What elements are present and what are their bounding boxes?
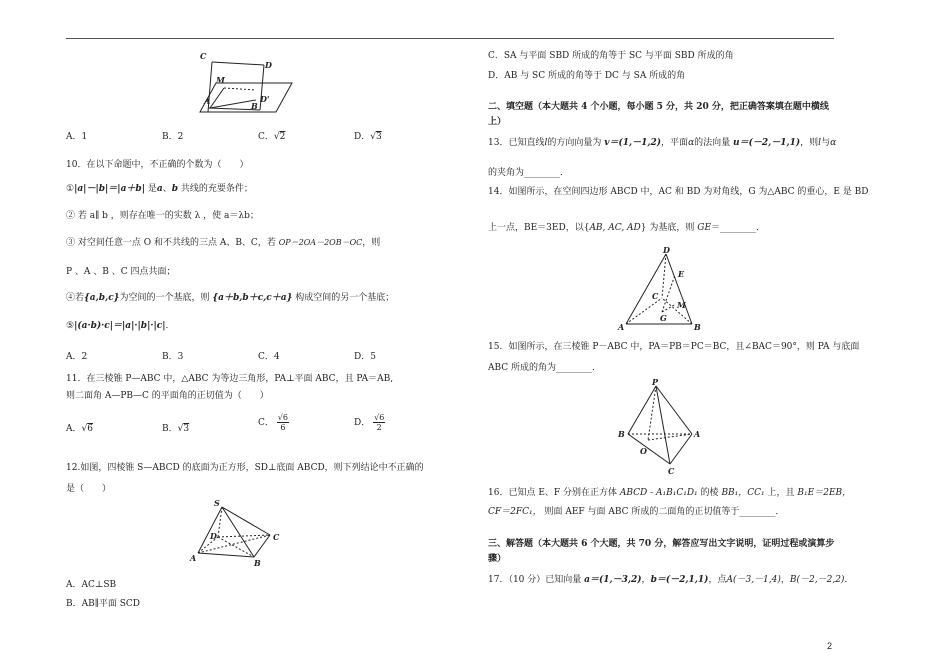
q11-option-b: B．√3 [162, 424, 190, 434]
section-2-heading-cont: 上） [488, 117, 507, 127]
q15-line-2: ABC 所成的角为________． [488, 363, 602, 373]
q10-statement-1: ①|a|－|b|＝|a＋b| 是a、b 共线的充要条件； [66, 184, 253, 194]
q9-option-c: C．√2 [258, 132, 286, 142]
q12-line-2: 是（ ） [66, 484, 112, 494]
q13-line-1: 13．已知直线l的方向向量为 v＝(1,－1,2)，平面α的法向量 u＝(－2,－1,1)，则l与α [488, 138, 837, 148]
q11-option-c: C． $\frac{√6}{6}$ [258, 413, 288, 432]
section-3-heading-cont: 骤） [488, 554, 507, 564]
label-C: C [200, 51, 207, 61]
label-C: C [273, 532, 280, 542]
q10-statement-2: ② 若 a∥ b ，则存在唯一的实数 λ ，使 a＝λb； [66, 211, 259, 221]
label-M: M [216, 75, 225, 85]
label-C: C [668, 466, 675, 476]
label-D-prime: D' [260, 94, 270, 104]
q9-option-d: D．√3 [354, 132, 382, 142]
label-P: P [652, 377, 659, 387]
q12-line-1: 12.如图，四棱锥 S—ABCD 的底面为正方形，SD⊥底面 ABCD，则下列结论中不正确的 [66, 463, 424, 473]
page-number: 2 [826, 641, 832, 651]
label-O: O [640, 446, 647, 456]
q10-statement-3-cont: P 、A 、B 、C 四点共面； [66, 267, 176, 277]
q10-statement-3: ③ 对空间任意一点 O 和不共线的三点 A、B、C，若 OP＝2OA－2OB－OC，则 [66, 238, 381, 248]
label-M: M [677, 300, 686, 310]
q10-statement-5: ⑤|(a·b)·c|＝|a|·|b|·|c|. [66, 321, 169, 331]
q11-option-d: D． $\frac{√6}{2}$ [354, 413, 385, 432]
q15-figure [618, 378, 708, 476]
q10-option-d: D．5 [354, 352, 376, 362]
q14-line-1: 14．如图所示，在空间四边形 ABCD 中，AC 和 BD 为对角线，G 为△ABC 的重心，E 是 BD [488, 187, 869, 197]
header-rule [66, 38, 834, 39]
label-B: B [694, 322, 701, 332]
label-A: A [694, 429, 701, 439]
label-C: C [652, 291, 659, 301]
label-S: S [214, 498, 220, 508]
label-D: D [210, 531, 217, 541]
q12-option-c: C．SA 与平面 SBD 所成的角等于 SC 与平面 SBD 所成的角 [488, 51, 734, 61]
q13-line-2: 的夹角为________． [488, 168, 570, 178]
q15-line-1: 15．如图所示，在三棱锥 P－ABC 中，PA＝PB＝PC＝BC，且∠BAC＝90°，则 PA 与底面 [488, 342, 860, 352]
q10-option-c: C．4 [258, 352, 280, 362]
q14-figure [618, 245, 708, 332]
label-B: B [618, 429, 625, 439]
q10-option-b: B．3 [162, 352, 184, 362]
q12-figure [190, 497, 290, 567]
q9-option-b: B．2 [162, 132, 184, 142]
q17-line-1: 17．（10 分）已知向量 a＝(1,－3,2)，b＝(－2,1,1)，点A(－3,－1,4)，B(－2,－2,2)． [488, 575, 854, 585]
label-A: A [204, 96, 211, 106]
label-D: D [265, 60, 272, 70]
q16-line-1: 16．已知点 E、F 分别在正方体 ABCD - A₁B₁C₁D₁ 的棱 BB₁，CC₁ 上，且 B₁E＝2EB， [488, 488, 852, 498]
q12-option-a: A．AC⊥SB [66, 580, 117, 590]
label-B: B [254, 558, 261, 568]
label-G: G [660, 313, 667, 323]
q12-option-d: D．AB 与 SC 所成的角等于 DC 与 SA 所成的角 [488, 71, 686, 81]
q10-title: 10．在以下命题中，不正确的个数为（ ） [66, 160, 249, 170]
label-A: A [618, 322, 625, 332]
label-B: B [251, 101, 258, 111]
label-D: D [663, 245, 670, 255]
label-E: E [678, 269, 685, 279]
q9-figure [180, 50, 300, 120]
q14-line-2: 上一点，BE＝3ED，以{AB, AC, AD} 为基底，则 GE＝________． [488, 223, 766, 233]
q16-line-2: CF＝2FC₁， 则面 AEF 与面 ABC 所成的二面角的正切值等于________． [488, 507, 785, 517]
q10-statement-4: ④若{a,b,c}为空间的一个基底，则 {a＋b,b＋c,c＋a} 构成空间的另一个基底； [66, 293, 395, 303]
section-3-heading: 三、解答题（本大题共 6 个大题，共 70 分，解答应写出文字说明，证明过程或演算步 [488, 539, 835, 549]
section-2-heading: 二、填空题（本大题共 4 个小题，每小题 5 分，共 20 分，把正确答案填在题中横线 [488, 102, 829, 112]
q9-option-a: A．1 [66, 132, 88, 142]
q12-option-b: B．AB∥平面 SCD [66, 599, 141, 609]
q11-line-2: 则二面角 A—PB—C 的平面角的正切值为（ ） [66, 391, 269, 401]
label-A: A [190, 553, 197, 563]
q10-option-a: A．2 [66, 352, 88, 362]
q11-line-1: 11．在三棱锥 P—ABC 中，△ABC 为等边三角形，PA⊥平面 ABC，且 PA＝AB, [66, 374, 394, 384]
q11-option-a: A．√6 [66, 424, 93, 434]
